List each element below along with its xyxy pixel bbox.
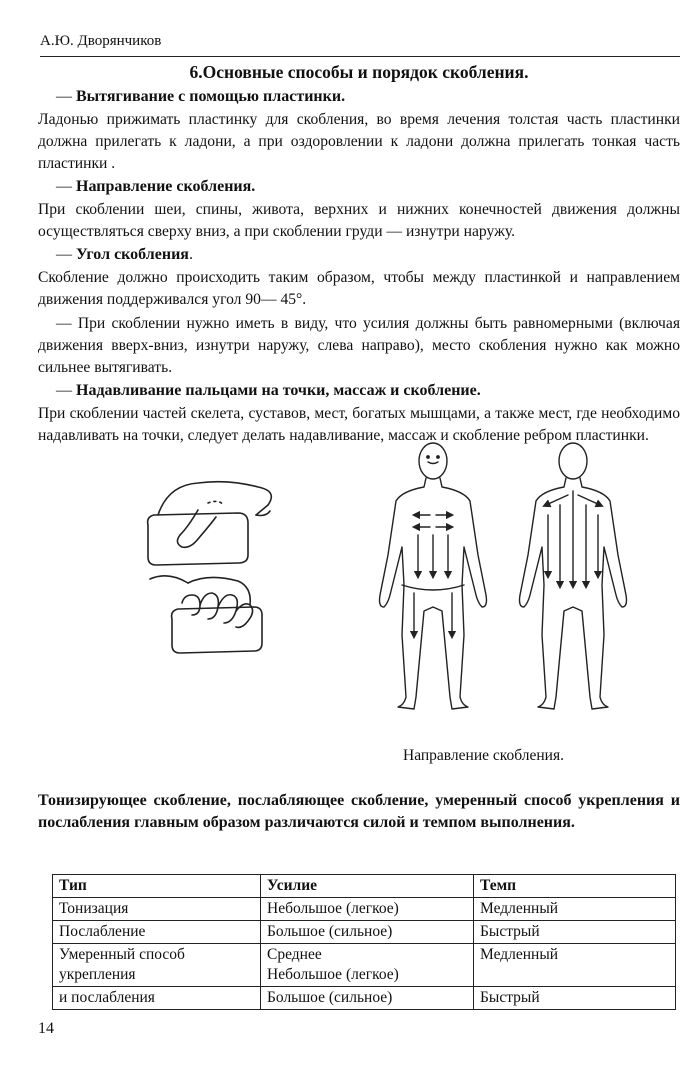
table-cell: Медленный xyxy=(474,944,676,987)
page-number: 14 xyxy=(38,1020,54,1037)
subhead-angle: — Угол скобления. xyxy=(56,246,193,263)
table-cell: Послабление xyxy=(53,921,261,944)
table-intro: Тонизирующее скобление, послабляющее скобление, умеренный способ укрепления и послабления главным образом различаются силой и темпом выполнения. xyxy=(38,792,680,831)
hand-plate-illustration xyxy=(138,455,318,655)
table-row xyxy=(53,898,676,921)
table-row xyxy=(53,944,676,987)
table-cell: Небольшое (легкое) xyxy=(261,898,474,921)
table-cell: Быстрый xyxy=(474,921,676,944)
paragraph: При скоблении частей скелета, суставов, мест, богатых мышцами, а также мест, где необходимо надавливать на точки, следует делать надавливание, массаж и скобление ребром пластинки. xyxy=(38,405,680,444)
technique-table xyxy=(52,874,676,1010)
front-figure xyxy=(380,443,487,709)
table-header-row xyxy=(53,875,676,898)
table-cell: Медленный xyxy=(474,898,676,921)
body-direction-illustration xyxy=(358,435,648,735)
table-cell: Тонизация xyxy=(53,898,261,921)
column-header: Тип xyxy=(53,875,261,898)
paragraph: При скоблении шеи, спины, живота, верхних и нижних конечностей движения должны осуществляться сверху вниз, а при скоблении груди — изнутри наружу. xyxy=(38,201,680,240)
table-row xyxy=(53,987,676,1010)
author-name: А.Ю. Дворянчиков xyxy=(40,33,162,49)
table-cell: Быстрый xyxy=(474,987,676,1010)
paragraph: Ладонью прижимать пластинку для скобления, во время лечения толстая часть пластинки должна прилегать к ладони, а при оздоровлении к ладони должна прилегать тонкая часть пластинки . xyxy=(38,111,680,172)
paragraph: — При скоблении нужно иметь в виду, что усилия должны быть равномерными (включая движения вверх-вниз, изнутри наружу, слева направо), место скобления нужно как можно сильнее вытягивать. xyxy=(38,315,680,376)
figure xyxy=(38,435,680,775)
paragraph: Скобление должно происходить таким образом, чтобы между пластинкой и направлением движения поддерживался угол 90— 45°. xyxy=(38,269,680,308)
table-cell: Среднее Небольшое (легкое) xyxy=(261,944,474,987)
section-title: 6.Основные способы и порядок скобления. xyxy=(189,62,529,82)
column-header: Усилие xyxy=(261,875,474,898)
table-row xyxy=(53,921,676,944)
subhead-direction: — Направление скобления. xyxy=(56,178,256,195)
subhead-pulling: — Вытягивание с помощью пластинки. xyxy=(56,88,346,105)
table-cell: Большое (сильное) xyxy=(261,987,474,1010)
subhead-pressing: — Надавливание пальцами на точки, массаж и скобление. xyxy=(56,382,481,399)
running-header xyxy=(40,33,680,57)
table-cell: и послабления xyxy=(53,987,261,1010)
back-figure xyxy=(520,443,627,709)
table-cell: Большое (сильное) xyxy=(261,921,474,944)
table-cell: Умеренный способ укрепления xyxy=(53,944,261,987)
column-header: Темп xyxy=(474,875,676,898)
figure-caption: Направление скобления. xyxy=(403,747,564,764)
section-content xyxy=(38,62,680,449)
